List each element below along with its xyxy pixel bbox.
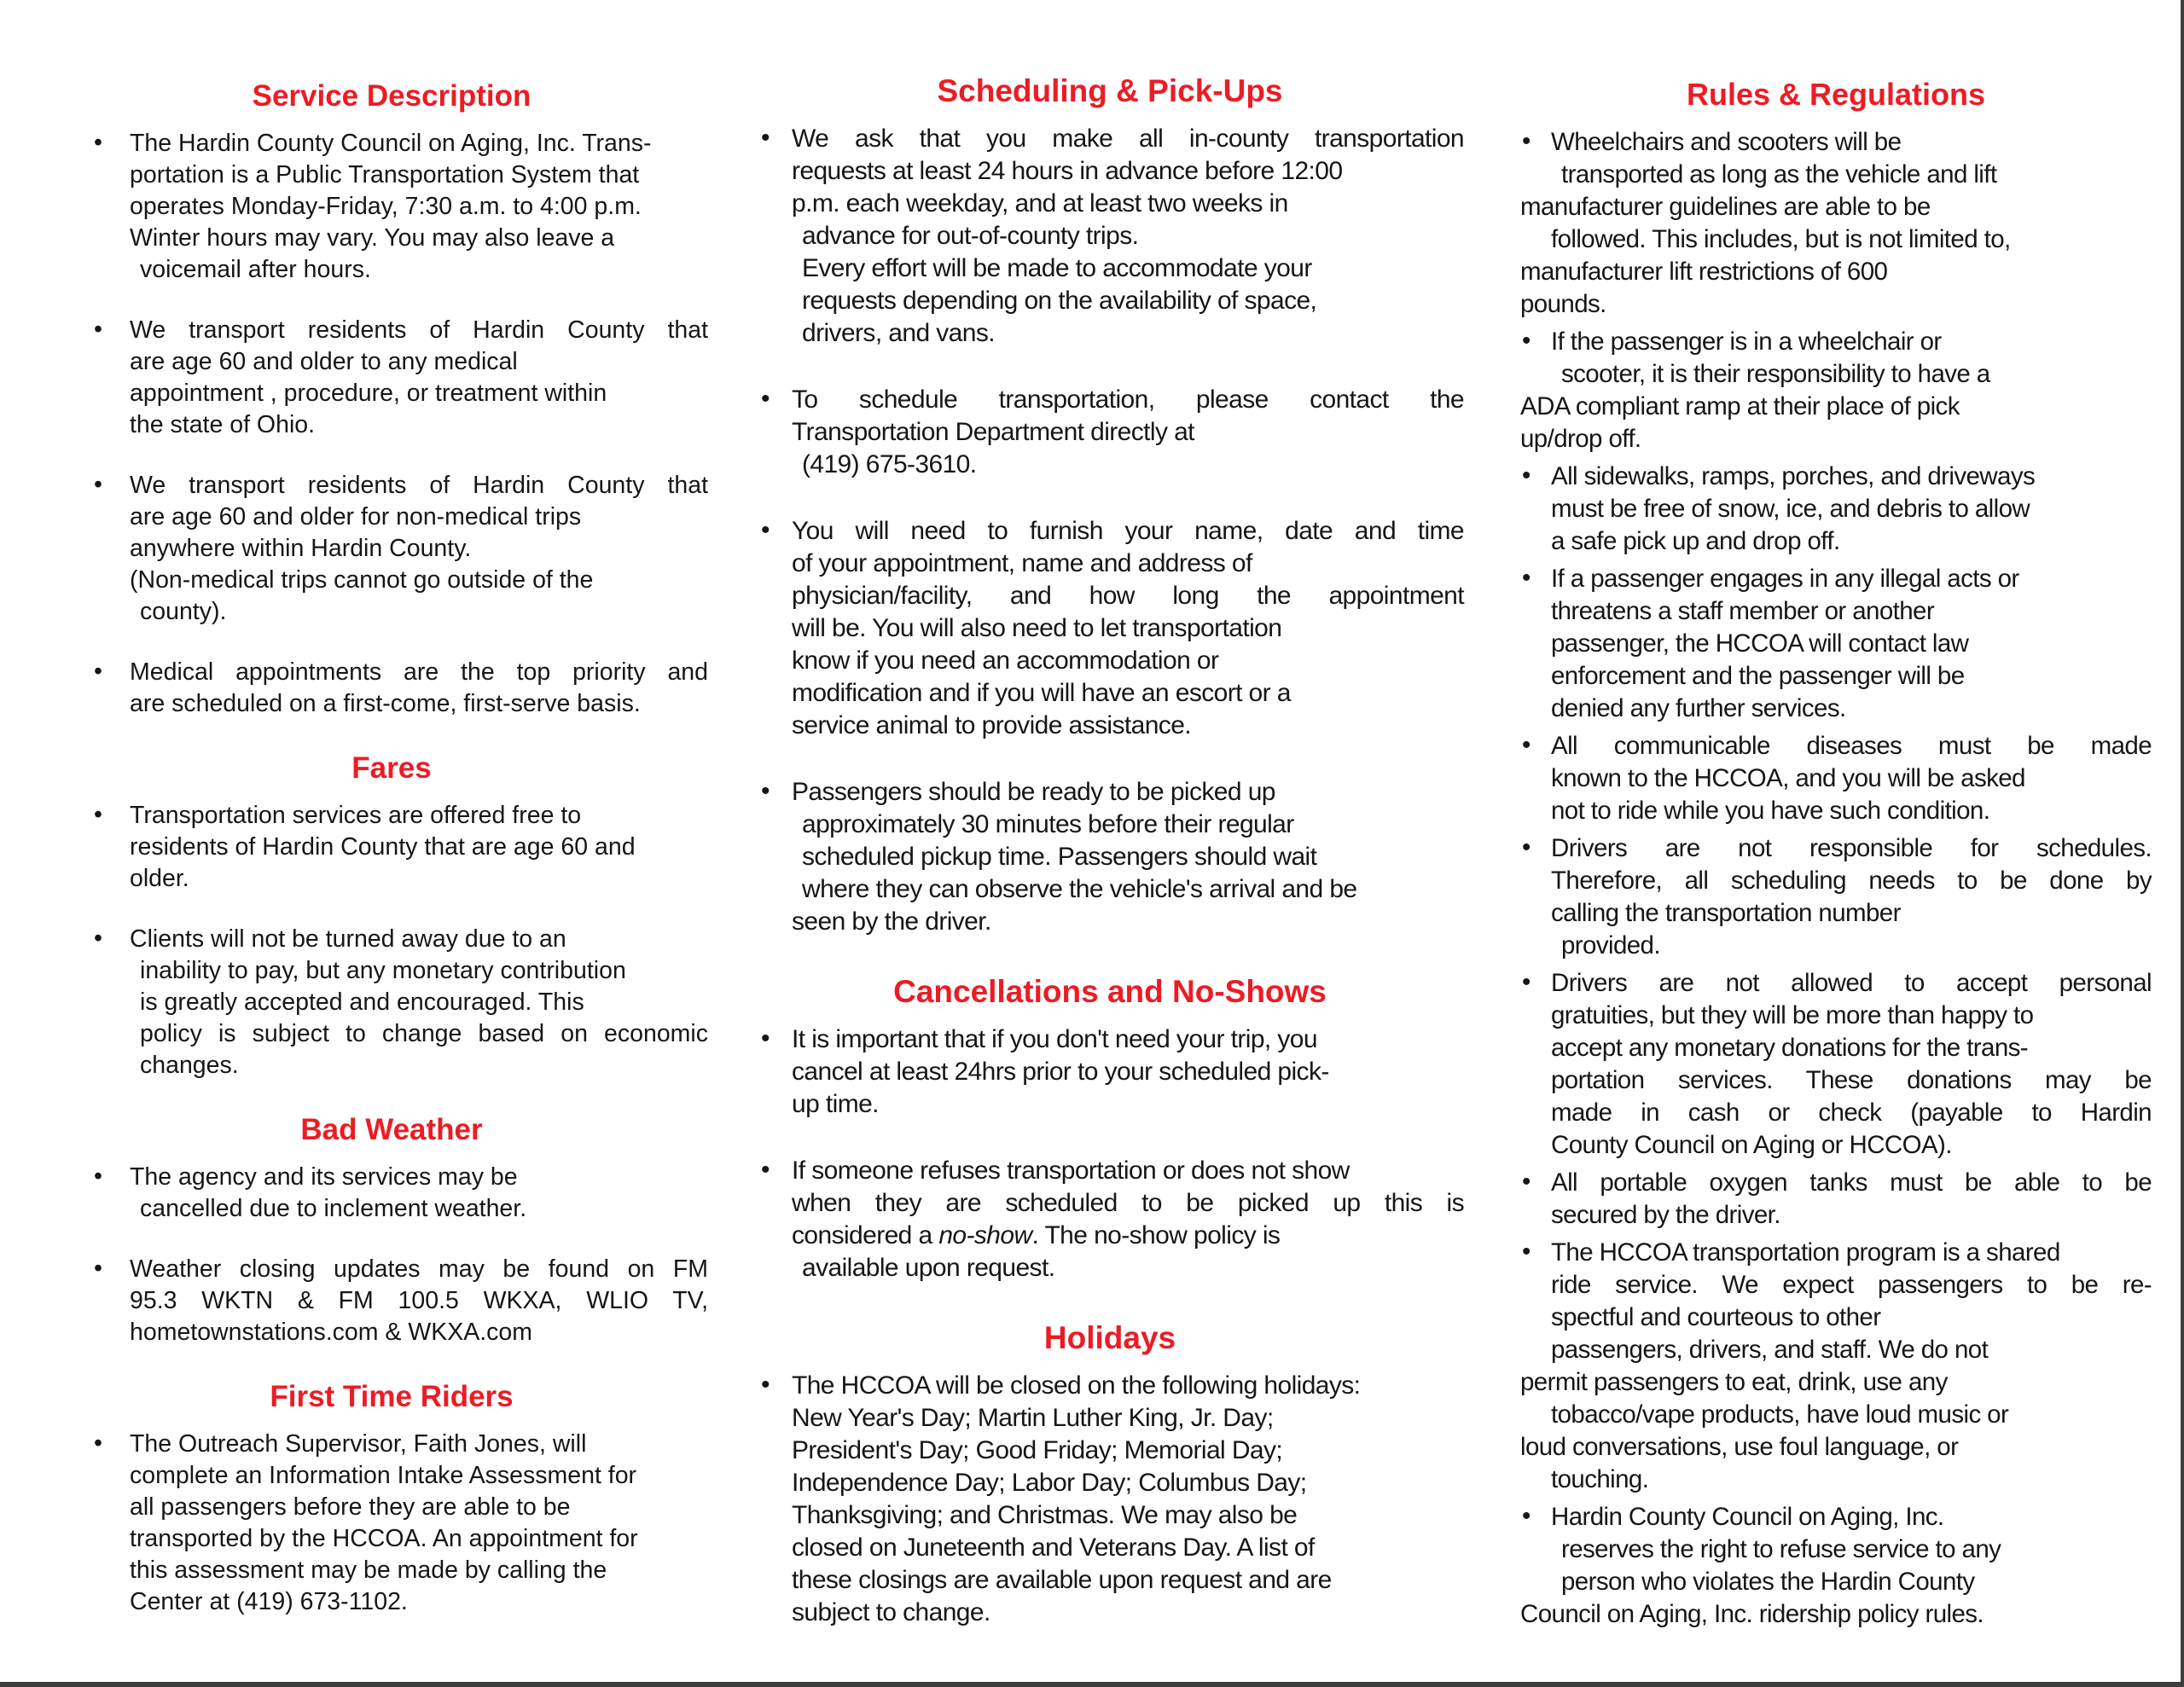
- text-line: • Wheelchairs and scooters will be: [1520, 126, 2152, 159]
- text-line: threatens a staff member or another: [1551, 597, 1935, 625]
- section-heading: Service Description: [252, 79, 531, 113]
- bullet-item: [756, 515, 1464, 742]
- text-line: up/drop off.: [1520, 425, 1641, 453]
- text-line: pounds.: [1520, 290, 1606, 318]
- text-line: • Clients will not be turned away due to an: [75, 924, 708, 955]
- text-line: must be free of snow, ice, and debris to allow: [1551, 495, 2030, 523]
- text-line: Center at (419) 673-1102.: [130, 1588, 408, 1615]
- section-first-time-riders: [75, 1377, 708, 1618]
- text-line: • All portable oxygen tanks must be able to be: [1520, 1167, 2152, 1199]
- text-line: • The Hardin County Council on Aging, Inc. Trans-: [75, 128, 708, 159]
- text-line: • You will need to furnish your name, date and time: [756, 515, 1464, 548]
- text-line: when they are scheduled to be picked up this is: [792, 1189, 1464, 1217]
- text-line: inability to pay, but any monetary contribution: [140, 957, 626, 984]
- text-line: [756, 1220, 1464, 1252]
- text-line: cancel at least 24hrs prior to your scheduled pick-: [792, 1058, 1329, 1086]
- text-line: County Council on Aging or HCCOA).: [1551, 1131, 1952, 1159]
- text-line: person who violates the Hardin County: [1561, 1568, 1975, 1596]
- text-line: accept any monetary donations for the trans-: [1551, 1034, 2029, 1062]
- bullet-item: [75, 924, 708, 1081]
- text-line: loud conversations, use foul language, or: [1520, 1433, 1959, 1461]
- text-line: • The HCCOA will be closed on the following holidays:: [756, 1370, 1464, 1402]
- text-line: p.m. each weekday, and at least two weeks in: [792, 189, 1288, 217]
- text-line: voicemail after hours.: [140, 256, 371, 283]
- bullet-item: [75, 1429, 708, 1618]
- text-line: a safe pick up and drop off.: [1551, 527, 1840, 555]
- bullet-item: [75, 800, 708, 895]
- text-line: these closings are available upon request and are: [792, 1566, 1332, 1594]
- text-line: permit passengers to eat, drink, use any: [1520, 1368, 1948, 1396]
- text-line: manufacturer lift restrictions of 600: [1520, 258, 1888, 286]
- text-line: Thanksgiving; and Christmas. We may also be: [792, 1501, 1298, 1529]
- bullet-item: [75, 470, 708, 628]
- text-line: (419) 675-3610.: [802, 450, 977, 478]
- text-line: the state of Ohio.: [130, 411, 316, 438]
- text-line: not to ride while you have such condition.: [1551, 797, 1990, 825]
- text-line: all passengers before they are able to be: [130, 1493, 571, 1521]
- text-line: are age 60 and older for non-medical trips: [130, 503, 582, 530]
- text-line: anywhere within Hardin County.: [130, 535, 472, 562]
- text-line: are age 60 and older to any medical: [130, 348, 518, 375]
- section-heading: Fares: [351, 751, 432, 785]
- text-line: secured by the driver.: [1551, 1201, 1780, 1229]
- text-line: ADA compliant ramp at their place of pick: [1520, 392, 1960, 420]
- text-line: • All sidewalks, ramps, porches, and driveways: [1520, 461, 2152, 493]
- text-line: • Medical appointments are the top priority and: [75, 657, 708, 688]
- brochure-panel-middle: [756, 0, 1464, 1663]
- text-line: • Drivers are not responsible for schedules.: [1520, 832, 2152, 865]
- text-line: scheduled pickup time. Passengers should wait: [802, 843, 1317, 871]
- text-line: where they can observe the vehicle's arrival and be: [802, 875, 1357, 903]
- text-line: of your appointment, name and address of: [792, 549, 1252, 577]
- bullet-item: [1520, 326, 2152, 455]
- text-line: • Hardin County Council on Aging, Inc.: [1520, 1501, 2152, 1533]
- text-line: • We transport residents of Hardin County that: [75, 470, 708, 501]
- bullet-item: [756, 1370, 1464, 1629]
- text-line: available upon request.: [802, 1254, 1055, 1282]
- text-line: gratuities, but they will be more than happy to: [1551, 1001, 2034, 1029]
- text-line: • Weather closing updates may be found on FM: [75, 1254, 708, 1285]
- text-line: • We transport residents of Hardin County that: [75, 315, 708, 346]
- text-line: denied any further services.: [1551, 694, 1846, 722]
- section-holidays: [756, 1319, 1464, 1629]
- bullet-item: [756, 123, 1464, 350]
- text-line: Council on Aging, Inc. ridership policy rules.: [1520, 1600, 1984, 1628]
- text-line: service animal to provide assistance.: [792, 711, 1192, 739]
- text-line: modification and if you will have an escort or a: [792, 679, 1291, 707]
- text-line: drivers, and vans.: [802, 319, 995, 347]
- text-line: • We ask that you make all in-county transportation: [756, 123, 1464, 155]
- text-line: passengers, drivers, and staff. We do not: [1551, 1336, 1989, 1364]
- text-line: Winter hours may vary. You may also leave a: [130, 224, 615, 252]
- text-line: will be. You will also need to let transportation: [792, 614, 1282, 642]
- text-line: older.: [130, 865, 189, 892]
- text-line: touching.: [1551, 1465, 1649, 1493]
- text-line: portation services. These donations may be: [1551, 1066, 2152, 1094]
- section-scheduling-pick-ups: [756, 72, 1464, 938]
- text-line: • The agency and its services may be: [75, 1162, 708, 1193]
- text-line: advance for out-of-county trips.: [802, 222, 1139, 250]
- text-line: appointment , procedure, or treatment within: [130, 380, 607, 407]
- text-line: operates Monday-Friday, 7:30 a.m. to 4:00 p.m.: [130, 193, 642, 220]
- text-line: • Drivers are not allowed to accept personal: [1520, 967, 2152, 1000]
- bullet-item: [75, 1162, 708, 1225]
- text-line: Transportation Department directly at: [792, 418, 1194, 446]
- text-line: • If the passenger is in a wheelchair or: [1520, 326, 2152, 358]
- text-line: hometownstations.com & WKXA.com: [130, 1319, 533, 1346]
- bullet-item: [756, 776, 1464, 938]
- text-line: physician/facility, and how long the appointment: [792, 582, 1464, 610]
- text-line: manufacturer guidelines are able to be: [1520, 193, 1931, 221]
- text-line: know if you need an accommodation or: [792, 646, 1219, 675]
- text-line: transported as long as the vehicle and lift: [1561, 160, 1997, 188]
- section-bad-weather: [75, 1110, 708, 1348]
- brochure-panel-right: [1520, 0, 2152, 1636]
- text-line: provided.: [1561, 931, 1660, 959]
- text-line: closed on Juneteenth and Veterans Day. A list of: [792, 1533, 1315, 1562]
- text-line: tobacco/vape products, have loud music or: [1551, 1400, 2009, 1429]
- text-line: 95.3 WKTN & FM 100.5 WKXA, WLIO TV,: [130, 1287, 708, 1314]
- text-segment: . The no-show policy is: [1031, 1221, 1281, 1249]
- text-line: • All communicable diseases must be made: [1520, 730, 2152, 762]
- bullet-item: [1520, 967, 2152, 1162]
- brochure-panel-left: [75, 0, 708, 1647]
- section-heading: Cancellations and No-Shows: [893, 974, 1327, 1009]
- text-line: changes.: [140, 1052, 239, 1079]
- text-line: is greatly accepted and encouraged. This: [140, 988, 584, 1016]
- section-cancellations-and-no-shows: [756, 972, 1464, 1284]
- text-line: known to the HCCOA, and you will be asked: [1551, 764, 2025, 792]
- bullet-item: [1520, 730, 2152, 827]
- text-line: requests at least 24 hours in advance before 12:00: [792, 157, 1343, 185]
- text-line: Therefore, all scheduling needs to be done by: [1551, 867, 2152, 895]
- text-line: • The Outreach Supervisor, Faith Jones, will: [75, 1429, 708, 1460]
- bullet-item: [1520, 1167, 2152, 1232]
- text-line: enforcement and the passenger will be: [1551, 662, 1965, 690]
- text-line: (Non-medical trips cannot go outside of the: [130, 566, 594, 594]
- text-line: followed. This includes, but is not limited to,: [1551, 225, 2011, 253]
- emphasized-text: no-show: [938, 1221, 1032, 1249]
- text-line: • It is important that if you don't need your trip, you: [756, 1023, 1464, 1056]
- text-line: requests depending on the availability of space,: [802, 287, 1317, 315]
- bullet-item: [1520, 1501, 2152, 1631]
- text-line: cancelled due to inclement weather.: [140, 1195, 527, 1222]
- section-heading: Scheduling & Pick-Ups: [937, 73, 1283, 108]
- text-line: seen by the driver.: [792, 907, 991, 936]
- text-line: are scheduled on a first-come, first-serve basis.: [130, 690, 641, 717]
- bullet-item: [1520, 1237, 2152, 1496]
- text-line: portation is a Public Transportation System that: [130, 161, 640, 188]
- bullet-item: [756, 1155, 1464, 1284]
- text-line: scooter, it is their responsibility to have a: [1561, 360, 1990, 388]
- bullet-item: [75, 657, 708, 720]
- text-line: ride service. We expect passengers to be re-: [1551, 1271, 2152, 1299]
- text-line: residents of Hardin County that are age 60 and: [130, 833, 636, 861]
- text-line: Independence Day; Labor Day; Columbus Day;: [792, 1469, 1307, 1497]
- text-line: • Transportation services are offered free to: [75, 800, 708, 832]
- bullet-item: [1520, 461, 2152, 558]
- section-rules-regulations: [1520, 75, 2152, 1631]
- bullet-item: [75, 1254, 708, 1348]
- section-heading: Holidays: [1043, 1320, 1176, 1355]
- text-line: this assessment may be made by calling the: [130, 1557, 607, 1584]
- text-line: transported by the HCCOA. An appointment for: [130, 1525, 638, 1552]
- text-line: reserves the right to refuse service to any: [1561, 1535, 2001, 1563]
- section-service-description: [75, 77, 708, 720]
- bullet-item: [756, 384, 1464, 481]
- bullet-item: [756, 1023, 1464, 1121]
- text-line: up time.: [792, 1090, 879, 1118]
- text-segment: considered a: [792, 1221, 939, 1249]
- text-line: calling the transportation number: [1551, 899, 1901, 927]
- text-line: approximately 30 minutes before their regular: [802, 810, 1294, 838]
- text-line: • Passengers should be ready to be picked up: [756, 776, 1464, 809]
- text-line: subject to change.: [792, 1598, 990, 1626]
- section-heading: Bad Weather: [300, 1113, 483, 1146]
- bullet-item: [75, 315, 708, 441]
- text-line: made in cash or check (payable to Hardin: [1551, 1099, 2152, 1127]
- text-line: Every effort will be made to accommodate your: [802, 254, 1312, 282]
- text-line: • If a passenger engages in any illegal acts or: [1520, 563, 2152, 595]
- text-line: policy is subject to change based on economic: [140, 1020, 708, 1047]
- bullet-item: [1520, 126, 2152, 321]
- text-line: county).: [140, 598, 227, 625]
- text-line: complete an Information Intake Assessment for: [130, 1462, 637, 1489]
- text-line: New Year's Day; Martin Luther King, Jr. Day;: [792, 1404, 1274, 1432]
- text-line: spectful and courteous to other: [1551, 1303, 1881, 1331]
- text-line: • If someone refuses transportation or does not show: [756, 1155, 1464, 1187]
- section-heading: First Time Riders: [270, 1380, 514, 1413]
- section-fares: [75, 749, 708, 1081]
- text-line: • To schedule transportation, please contact the: [756, 384, 1464, 416]
- text-line: President's Day; Good Friday; Memorial Day;: [792, 1436, 1283, 1464]
- bullet-item: [1520, 563, 2152, 725]
- text-line: passenger, the HCCOA will contact law: [1551, 629, 1969, 658]
- text-line: • The HCCOA transportation program is a shared: [1520, 1237, 2152, 1269]
- bullet-item: [1520, 832, 2152, 962]
- section-heading: Rules & Regulations: [1686, 77, 1986, 112]
- bullet-item: [75, 128, 708, 286]
